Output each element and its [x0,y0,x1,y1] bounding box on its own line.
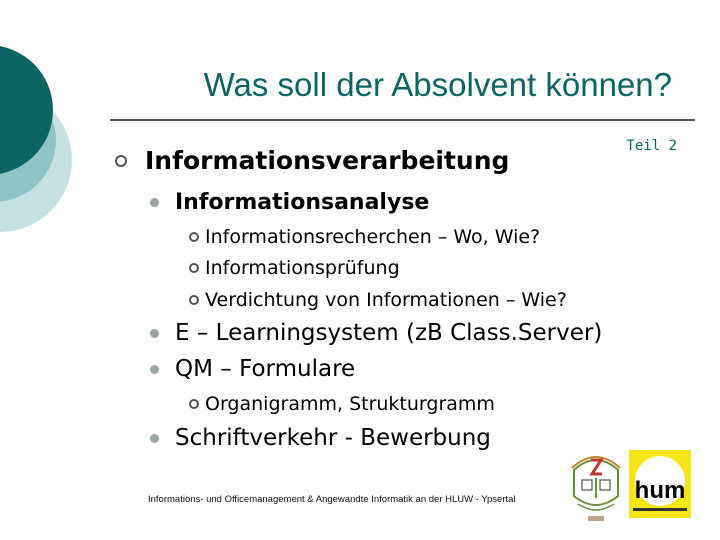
list-item [189,226,540,248]
list-item [150,190,429,215]
footer-text: Informations- und Officemanagement & Angewandte Informatik an der HLUW - Ypsertal [148,494,516,505]
bullet-text: Organigramm, Strukturgramm [205,393,495,415]
bullet-icon [189,399,199,409]
bullet-text: Informationsprüfung [205,257,400,279]
logo-underline [633,508,687,511]
list-item [189,393,495,415]
bullet-text: Schriftverkehr - Bewerbung [175,425,491,451]
bullet-icon [150,365,159,374]
bullet-text: Informationsanalyse [175,190,430,215]
bullet-icon [150,434,159,443]
bullet-icon [150,198,159,207]
bullet-icon [189,295,199,305]
hum-logo [629,450,691,518]
bullet-icon [189,263,199,273]
school-crest-logo [568,448,624,524]
part-label: Teil 2 [626,138,677,154]
bullet-text: Informationsrecherchen – Wo, Wie? [205,226,541,248]
list-item [150,320,602,346]
page-title: Was soll der Absolvent können? [203,66,672,103]
bullet-icon [115,155,127,167]
bullet-text: E – Learningsystem (zB Class.Server) [175,320,603,346]
logo-wordmark: hum [634,477,686,504]
bullet-text: Verdichtung von Informationen – Wie? [205,289,567,311]
bullet-text: QM – Formulare [175,356,356,382]
decorative-circles [0,0,110,290]
list-item [150,356,355,382]
list-item [150,425,491,451]
bullet-icon [189,232,199,242]
title-divider [110,119,695,121]
list-item [189,289,567,311]
list-item [115,146,509,175]
bullet-text: Informationsverarbeitung [145,146,510,175]
bullet-icon [150,329,159,338]
list-item [189,257,400,279]
